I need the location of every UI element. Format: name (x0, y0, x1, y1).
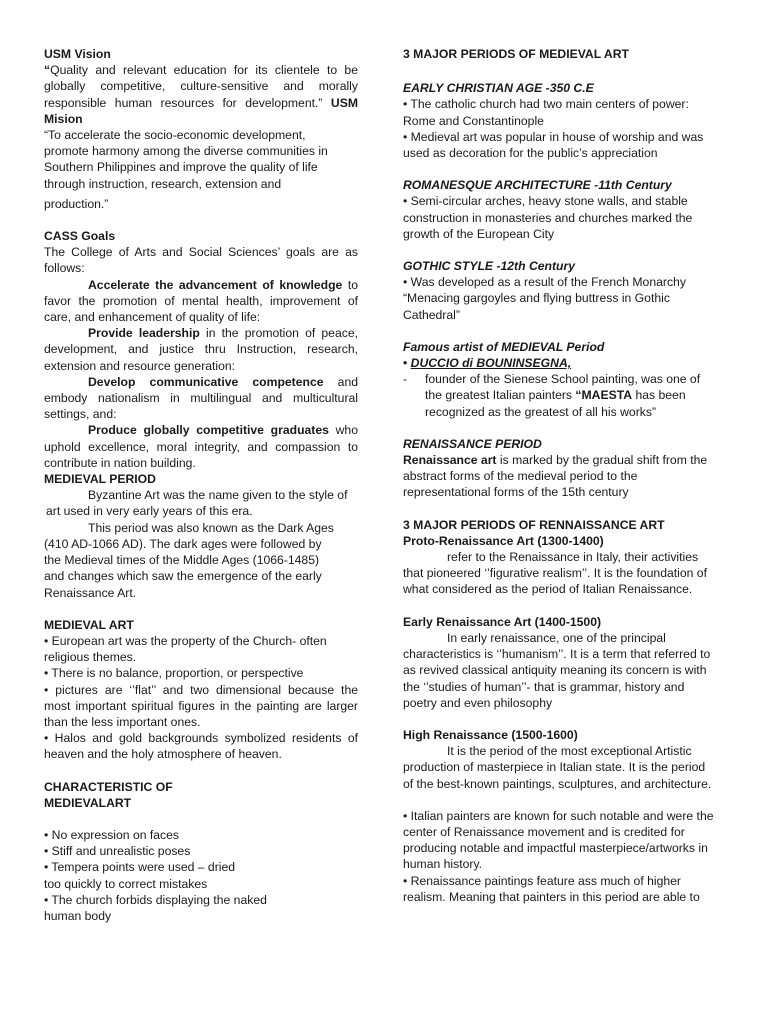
renaissance-bullet: • Italian painters are known for such notable and were the center of Renaissance movement and is credited for producing notable and impactful masterpiece/artworks in human history. (403, 808, 714, 872)
medieval-art-bullet: • European art was the property of the Church- often religious themes. (44, 633, 327, 665)
medieval-period-heading: MEDIEVAL PERIOD (44, 472, 156, 487)
gothic-heading: GOTHIC STYLE -12th Century (403, 259, 575, 274)
cass-intro: The College of Arts and Social Sciences’ goals are as follows: (44, 245, 358, 276)
characteristic-heading-2: MEDIEVALART (44, 795, 132, 810)
romanesque-text: • Semi-circular arches, heavy stone walls, and stable construction in monasteries and churches marked the growth of the European City (403, 194, 693, 241)
cass-goals-heading: CASS Goals (44, 229, 116, 244)
early-christian-heading: EARLY CHRISTIAN AGE -350 C.E (403, 81, 594, 96)
medieval-art-bullet: • pictures are ‘’flat’’ and two dimensional because the most important spiritual figures in the painting are larger than the less important ones. (44, 682, 358, 729)
proto-renaissance-text: refer to the Renaissance in Italy, their activities that pioneered ‘’figurative realism’’. It is the foundation of what considered as the period of Italian Renaissance. (403, 550, 707, 597)
proto-renaissance-heading: Proto-Renaissance Art (1300-1400) (403, 533, 604, 548)
usm-vision-heading: USM Vision (44, 47, 111, 61)
early-christian-bullet: • Medieval art was popular in house of worship and was used as decoration for the public’s appreciation (403, 129, 704, 161)
renaissance-periods-heading: 3 MAJOR PERIODS OF RENNAISSANCE ART (403, 517, 665, 532)
early-renaissance-heading: Early Renaissance Art (1400-1500) (403, 614, 602, 629)
famous-artist-name: • DUCCIO di BOUNINSEGNA, (403, 356, 572, 371)
high-renaissance-heading: High Renaissance (1500-1600) (403, 727, 578, 742)
characteristic-heading: CHARACTERISTIC OF (44, 779, 173, 794)
right-column (403, 46, 715, 905)
gothic-text: • Was developed as a result of the French Monarchy “Menacing gargoyles and flying buttress in Gothic Cathedral” (403, 275, 686, 322)
medieval-art-bullet: • Halos and gold backgrounds symbolized residents of heaven and the holy atmosphere of heaven. (44, 731, 358, 762)
famous-artist-description: - founder of the Sienese School painting, was one of the greatest Italian painters “MAESTA has been recognized as the greatest of all his works” (403, 372, 701, 419)
medieval-periods-heading: 3 MAJOR PERIODS OF MEDIEVAL ART (403, 47, 629, 61)
early-christian-bullet: • The catholic church had two main centers of power: Rome and Constantinople (403, 97, 689, 128)
renaissance-bullet: • Renaissance paintings feature ass much of higher realism. Meaning that painters in this period are able to (403, 873, 700, 904)
famous-artist-heading: Famous artist of MEDIEVAL Period (403, 339, 605, 354)
medieval-art-heading: MEDIEVAL ART (44, 617, 134, 632)
high-renaissance-text: It is the period of the most exceptional Artistic production of masterpiece in Italian state. It is the period of the best-known paintings, sculptures, and architecture. (403, 744, 712, 791)
romanesque-heading: ROMANESQUE ARCHITECTURE -11th Century (403, 178, 672, 193)
left-column (44, 46, 358, 924)
usm-mission-text: “To accelerate the socio-economic development, promote harmony among the diverse communities in Southern Philippines and improve the quality of life through instruction, research, extension and production.” (44, 128, 328, 211)
goal-item: Develop communicative competence and embody nationalism in multilingual and multicultural settings, and: (44, 374, 358, 422)
usm-vision-text: “Quality and relevant education for its clientele to be globally competitive, culture-sensitive and morally responsible human resources for development.” USM Mision (44, 63, 358, 126)
goal-item: Provide leadership in the promotion of peace, development, and justice thru Instruction, research, extension and resource generation: (44, 326, 358, 373)
medieval-period-text: Byzantine Art was the name given to the style of art used in very early years of this era. This period was also known as the Dark Ages (410 AD-1066 AD). The dark ages were followed by the Medieval times of the Middle Ages (1066-1485) and changes which saw the emergence of the early Renaissance Art. (44, 488, 348, 600)
characteristic-list: • No expression on faces • Stiff and unrealistic poses • Tempera points were used – dried too quickly to correct mistakes • The church forbids displaying the naked human body (44, 827, 267, 923)
goal-item: Accelerate the advancement of knowledge to favor the promotion of mental health, improvement of care, and enhancement of quality of life: (44, 277, 358, 325)
medieval-art-bullet: • There is no balance, proportion, or perspective (44, 666, 304, 681)
renaissance-heading: RENAISSANCE PERIOD (403, 436, 542, 451)
early-renaissance-text: In early renaissance, one of the principal characteristics is ‘’humanism’’. It is a term that referred to as revived classical antiquity meaning its concern is with the ‘’studies of human’’- that is grammar, history and poetry and even philosophy (403, 630, 711, 710)
goal-item: Produce globally competitive graduates who uphold excellence, moral integrity, and compassion to contribute in nation building. (44, 423, 358, 470)
usm-mission-heading: USM Mision (44, 95, 358, 126)
renaissance-text: Renaissance art is marked by the gradual shift from the abstract forms of the medieval period to the representational forms of the 15th century (403, 453, 708, 500)
